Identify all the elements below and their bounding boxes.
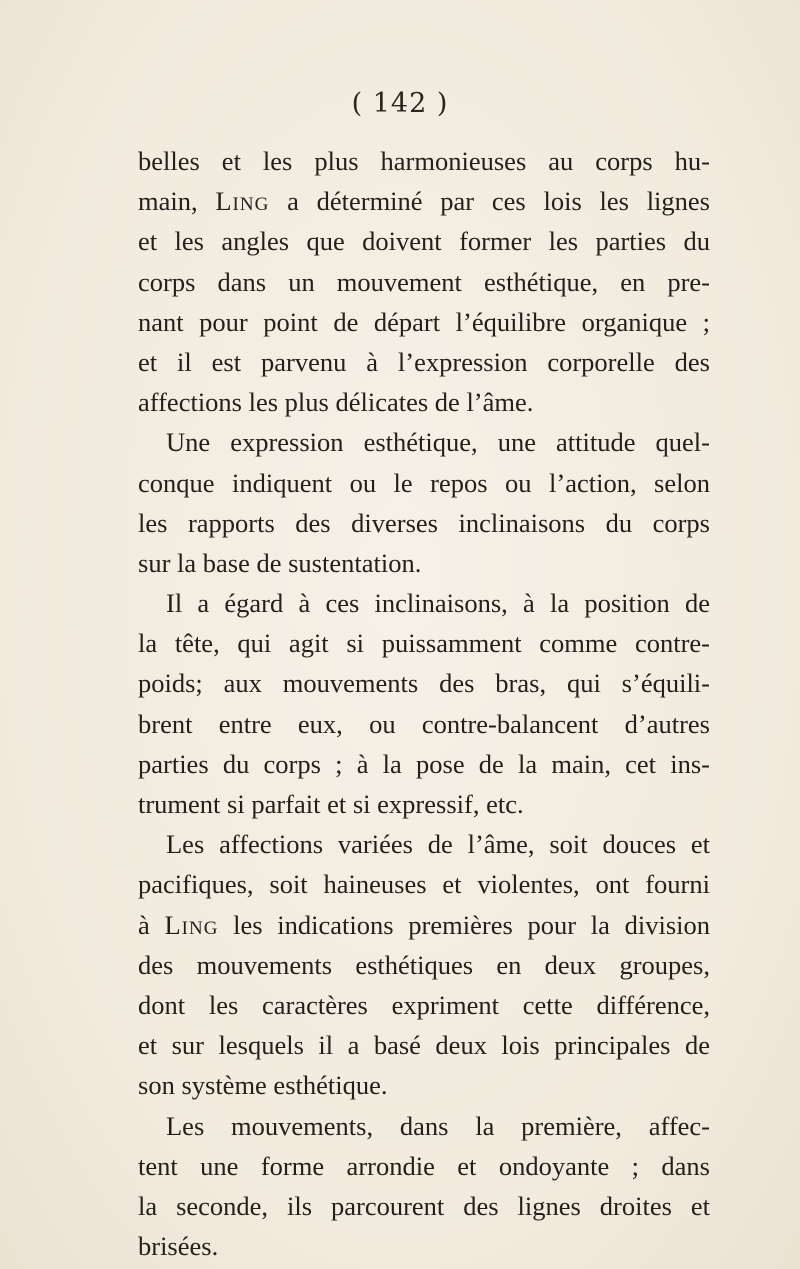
text-line: nant pour point de départ l’équilibre organique ; — [138, 306, 710, 337]
text-line: corps dans un mouvement esthétique, en pre- — [138, 266, 710, 297]
text-line: Les mouvements, dans la première, affec- — [166, 1110, 710, 1141]
text-line: la seconde, ils parcourent des lignes droites et — [138, 1190, 710, 1221]
text-line: et sur lesquels il a basé deux lois principales de — [138, 1030, 710, 1061]
page-number: ( 142 ) — [351, 88, 449, 119]
text-line: belles et les plus harmonieuses au corps hu- — [138, 146, 710, 176]
text-line: poids; aux mouvements des bras, qui s’équili- — [138, 668, 710, 699]
text-line: sur la base de sustentation. — [138, 547, 422, 578]
text-line: la tête, qui agit si puissamment comme contre- — [138, 628, 710, 659]
text-line: tent une forme arrondie et ondoyante ; dans — [138, 1150, 710, 1181]
text-line: son système esthétique. — [138, 1070, 388, 1101]
text-line: dont les caractères expriment cette différence, — [138, 989, 710, 1020]
text-line: Il a égard à ces inclinaisons, à la position de — [166, 588, 710, 619]
text-line: et il est parvenu à l’expression corporelle des — [138, 346, 710, 377]
body-text — [138, 141, 710, 1266]
text-line: à Ling les indications premières pour la division — [138, 909, 710, 940]
text-line: les rapports des diverses inclinaisons du corps — [138, 507, 710, 538]
name-ling: Ling — [215, 186, 270, 217]
text-line: affections les plus délicates de l’âme. — [138, 387, 534, 418]
text-line: Les affections variées de l’âme, soit douces et — [166, 829, 710, 860]
text-line: pacifiques, soit haineuses et violentes, ont fourni — [138, 869, 710, 900]
text-line: parties du corps ; à la pose de la main, cet ins- — [138, 748, 710, 779]
text-line: et les angles que doivent former les parties du — [138, 226, 710, 257]
text-line: trument si parfait et si expressif, etc. — [138, 789, 524, 819]
text-line: brisées. — [138, 1231, 219, 1262]
text-line: des mouvements esthétiques en deux groupes, — [138, 949, 710, 980]
text-line: conque indiquent ou le repos ou l’action, selon — [138, 467, 710, 498]
name-ling: Ling — [164, 909, 219, 940]
text-line: Une expression esthétique, une attitude quel- — [166, 427, 710, 458]
text-line: main, Ling a déterminé par ces lois les lignes — [138, 186, 710, 217]
text-line: brent entre eux, ou contre-balancent d’autres — [138, 708, 710, 739]
